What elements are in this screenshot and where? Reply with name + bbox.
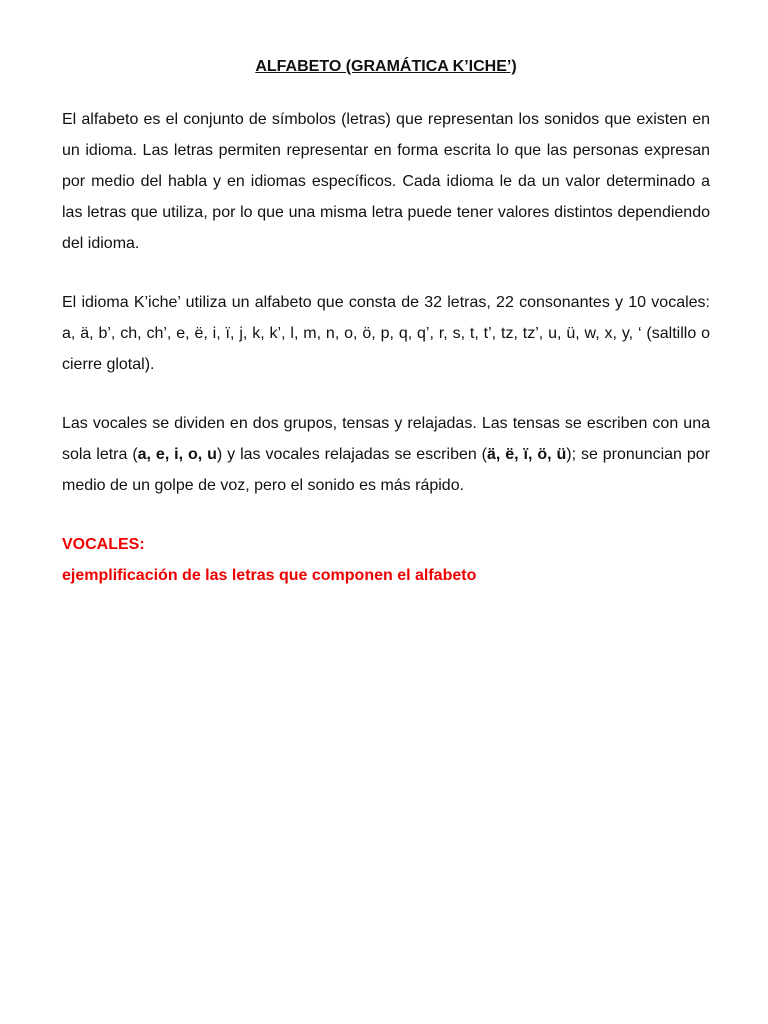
paragraph-alphabet-definition: El alfabeto es el conjunto de símbolos (letras) que representan los sonidos que existen en un idioma. Las letras permiten representar en forma escrita lo que las personas expresan por medio del habla y en idiomas específicos. Cada idioma le da un valor determinado a las letras que utiliza, por lo que una misma letra puede tener valores distintos dependiendo del idioma. xyxy=(62,111,710,252)
document-title: ALFABETO (GRAMÁTICA K’ICHE’) xyxy=(255,58,517,75)
vowel-groups-text-2: ) y las vocales relajadas se escriben ( xyxy=(216,446,488,463)
lax-vowels: ä, ë, ï, ö, ü xyxy=(487,446,567,463)
tense-vowels: a, e, i, o, u xyxy=(137,446,217,463)
paragraph-vowel-groups xyxy=(62,408,710,501)
document-page xyxy=(62,52,710,591)
vowel-groups-text-1: Las vocales se dividen en dos grupos, tensas y relajadas. Las tensas se escriben con una sola letra ( xyxy=(62,415,710,463)
paragraph-kiche-alphabet: El idioma K’iche’ utiliza un alfabeto que consta de 32 letras, 22 consonantes y 10 vocales: a, ä, b’, ch, ch’, e, ë, i, ï, j, k, k’, l, m, n, o, ö, p, q, q’, r, s, t, t’, tz, tz’, u, ü, w, x, y, ‘ (saltillo o cierre glotal). xyxy=(62,294,710,373)
vowel-groups-text-3: ); se pronuncian por medio de un golpe de voz, pero el sonido es más rápido. xyxy=(62,446,710,494)
vocales-heading: VOCALES: xyxy=(62,536,145,553)
alphabet-examples-subheading: ejemplificación de las letras que componen el alfabeto xyxy=(62,567,477,584)
